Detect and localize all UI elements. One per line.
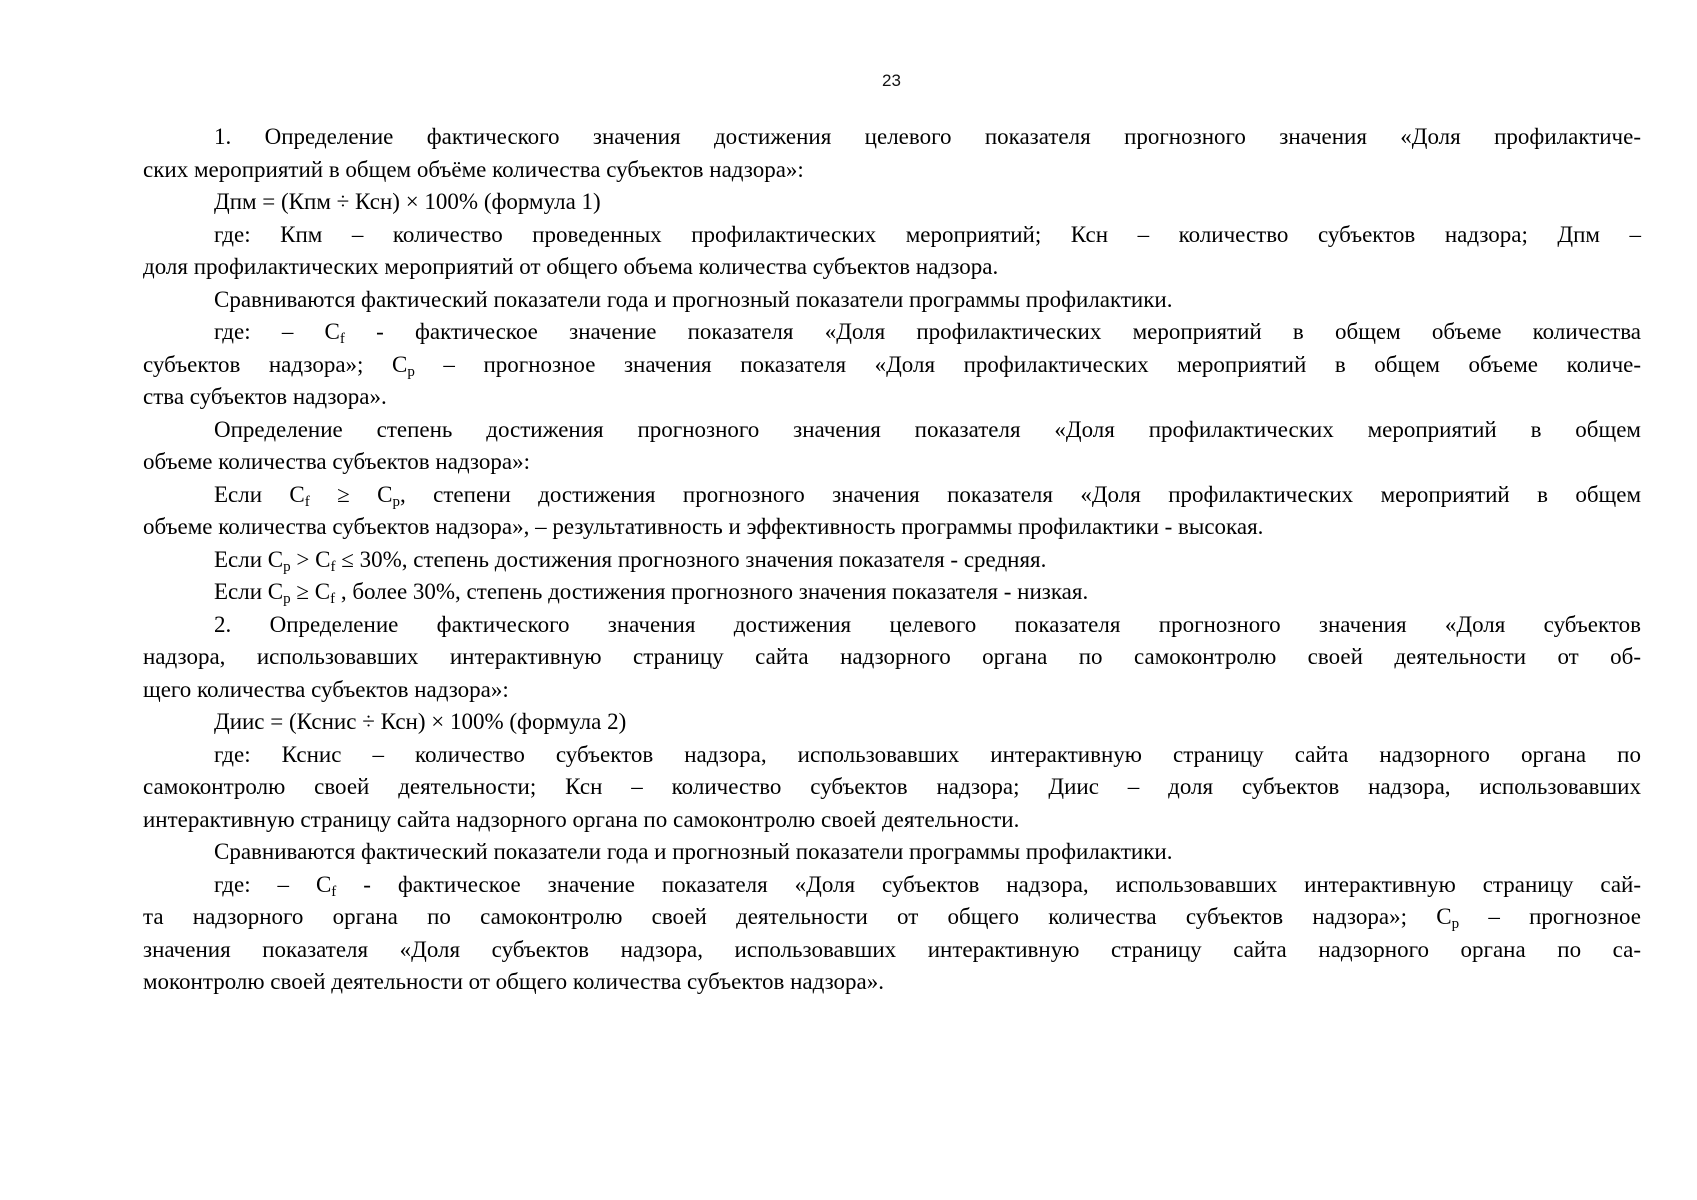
text-line	[143, 284, 1641, 317]
subscript-text: p	[283, 591, 291, 607]
text-run: ства субъектов надзора».	[143, 384, 387, 409]
subscript-text: p	[407, 363, 415, 380]
text-run: Если C	[214, 481, 305, 507]
text-run: – прогнозное	[1459, 904, 1641, 929]
subscript-text: p	[1451, 916, 1460, 932]
subscript-text: f	[330, 558, 336, 575]
text-run: ≤ 30%, степень достижения прогнозного значения показателя - средняя.	[335, 546, 1047, 572]
text-run: моконтролю своей деятельности от общего количества субъектов надзора».	[143, 969, 884, 994]
text-line	[143, 576, 1641, 609]
document-body	[143, 121, 1641, 999]
text-run: Определение степень достижения прогнозного значения показателя «Доля профилактических мероприятий в общем	[214, 416, 1641, 442]
text-line	[143, 836, 1641, 869]
text-run: объеме количества субъектов надзора»:	[143, 449, 530, 474]
text-run: доля профилактических мероприятий от общего объема количества субъектов надзора.	[143, 254, 999, 279]
text-run: интерактивную страницу сайта надзорного органа по самоконтролю своей деятельности.	[143, 806, 1020, 832]
text-run: Дпм = (Кпм ÷ Ксн) × 100% (формула 1)	[214, 189, 601, 214]
text-run: ских мероприятий в общем объёме количества субъектов надзора»:	[143, 156, 804, 182]
text-line	[143, 446, 1641, 479]
page-number: 23	[882, 71, 901, 90]
text-run: объеме количества субъектов надзора», – результативность и эффективность программы профилактики - высокая.	[143, 514, 1264, 539]
subscript-text: f	[304, 493, 310, 510]
text-run: где: Кснис – количество субъектов надзора, использовавших интерактивную страницу сайта надзорного органа по	[214, 741, 1641, 767]
text-line	[143, 544, 1641, 577]
text-line	[143, 414, 1641, 447]
text-run: щего количества субъектов надзора»:	[143, 676, 509, 702]
text-run: - фактическое значение показателя «Доля профилактических мероприятий в общем объеме количества	[344, 319, 1641, 344]
text-line	[143, 316, 1641, 349]
text-run: – прогнозное значения показателя «Доля профилактических мероприятий в общем объеме количе-	[414, 351, 1642, 377]
text-line	[143, 739, 1641, 772]
text-run: значения показателя «Доля субъектов надзора, использовавших интерактивную страницу сайта надзорного органа по са-	[143, 936, 1641, 962]
text-line	[143, 251, 1641, 284]
text-line	[143, 154, 1641, 187]
text-run: 2. Определение фактического значения достижения целевого показателя прогнозного значения «Доля субъектов	[214, 611, 1641, 637]
text-line	[143, 966, 1641, 999]
subscript-text: p	[392, 493, 401, 510]
text-run: где: Кпм – количество проведенных профилактических мероприятий; Ксн – количество субъектов надзора; Дпм –	[214, 221, 1641, 247]
text-line	[143, 219, 1641, 252]
text-line	[143, 479, 1641, 512]
text-line	[143, 511, 1641, 544]
subscript-text: p	[283, 558, 291, 575]
text-line	[143, 706, 1641, 739]
text-run: субъектов надзора»; C	[143, 351, 408, 377]
text-run: надзора, использовавших интерактивную страницу сайта надзорного органа по самоконтролю своей деятельности от об-	[143, 644, 1641, 669]
text-line	[143, 186, 1641, 219]
text-run: , степени достижения прогнозного значения показателя «Доля профилактических мероприятий в общем	[400, 481, 1642, 507]
text-run: где: – C	[214, 871, 332, 897]
text-line	[143, 121, 1641, 154]
subscript-text: f	[331, 883, 337, 900]
text-line	[143, 674, 1641, 707]
subscript-text: f	[339, 331, 345, 347]
text-line	[143, 934, 1641, 967]
text-line	[143, 901, 1641, 934]
text-line	[143, 804, 1641, 837]
text-line	[143, 349, 1641, 382]
text-run: ≥ C	[290, 579, 331, 604]
text-line	[143, 609, 1641, 642]
text-run: где: – C	[214, 319, 340, 344]
text-run: Если C	[214, 579, 284, 604]
text-line	[143, 869, 1641, 902]
text-run: Сравниваются фактический показатели года и прогнозный показатели программы профилактики.	[214, 286, 1173, 312]
text-line	[143, 641, 1641, 674]
text-run: та надзорного органа по самоконтролю своей деятельности от общего количества субъектов надзора»; C	[143, 904, 1452, 929]
text-run: - фактическое значение показателя «Доля субъектов надзора, использовавших интерактивную страницу сай-	[336, 871, 1641, 897]
text-line	[143, 381, 1641, 414]
text-run: 1. Определение фактического значения достижения целевого показателя прогнозного значения «Доля профилактиче-	[214, 124, 1641, 149]
text-line	[143, 771, 1641, 804]
text-run: Если C	[214, 546, 284, 572]
text-run: Сравниваются фактический показатели года и прогнозный показатели программы профилактики.	[214, 839, 1173, 864]
text-run: Диис = (Кснис ÷ Ксн) × 100% (формула 2)	[214, 709, 627, 734]
text-run: самоконтролю своей деятельности; Ксн – количество субъектов надзора; Диис – доля субъектов надзора, использовавших	[143, 774, 1641, 799]
subscript-text: f	[330, 591, 336, 607]
text-run: , более 30%, степень достижения прогнозного значения показателя - низкая.	[335, 579, 1089, 604]
text-run: > C	[290, 546, 331, 572]
text-run: ≥ C	[309, 481, 393, 507]
